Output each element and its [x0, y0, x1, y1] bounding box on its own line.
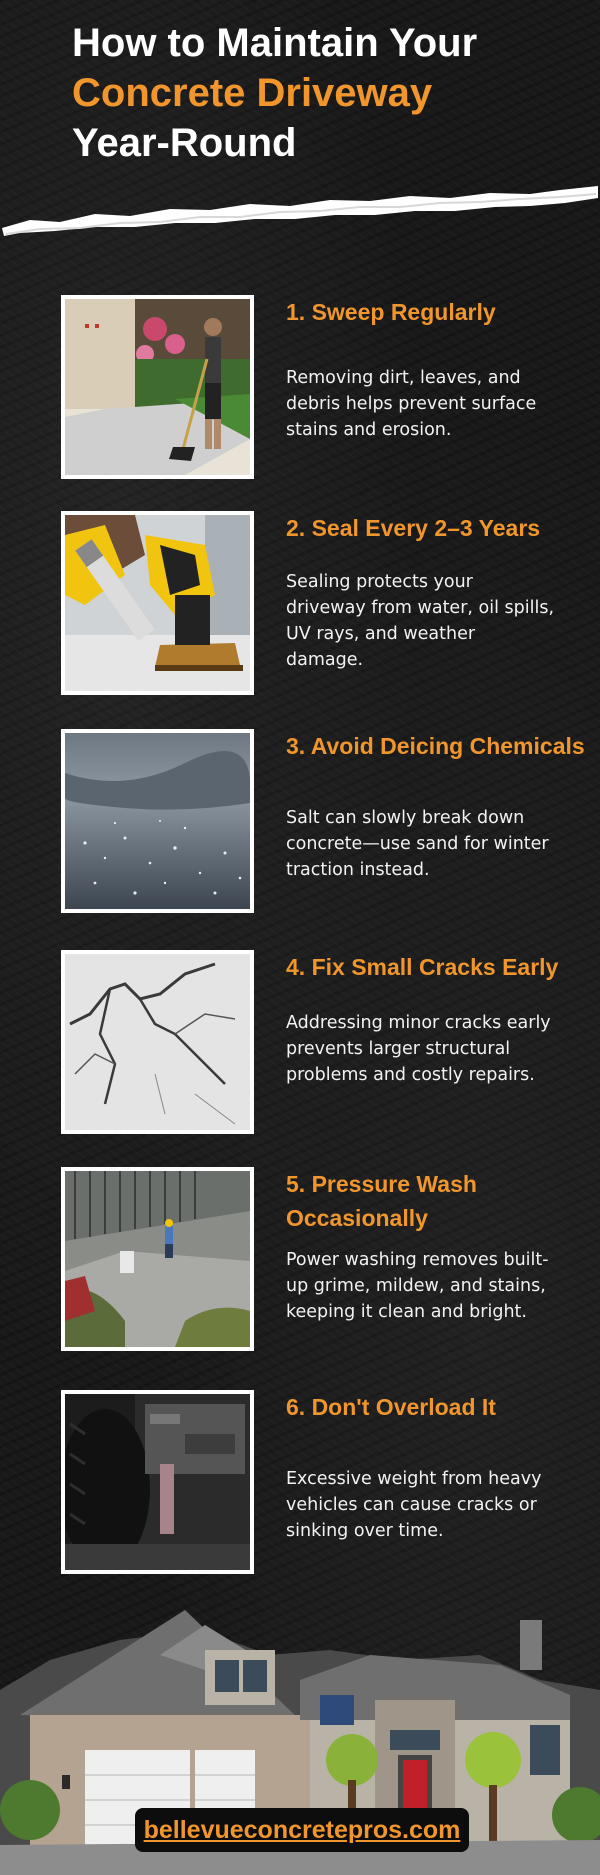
- salted-concrete-surface-photo: [65, 733, 250, 909]
- step-3-title: 3. Avoid Deicing Chemicals: [286, 733, 585, 759]
- website-link[interactable]: bellevueconcretepros.com: [143, 1816, 461, 1844]
- step-6-photo: [61, 1390, 254, 1574]
- title-line-3: Year-Round: [72, 121, 297, 165]
- step-4-title: 4. Fix Small Cracks Early: [286, 954, 559, 980]
- step-2-photo: [61, 511, 254, 695]
- step-4-photo: [61, 950, 254, 1134]
- step-4: [0, 950, 600, 1136]
- man-sweeping-driveway-photo: [65, 299, 250, 475]
- step-5: [0, 1167, 600, 1353]
- step-5-title: 5. Pressure Wash Occasionally: [286, 1171, 477, 1231]
- title-line-1: How to Maintain Your: [72, 21, 478, 65]
- step-6-description: Excessive weight from heavy vehicles can cause cracks or sinking over time.: [286, 1469, 542, 1541]
- cracked-concrete-photo: [65, 954, 250, 1130]
- step-4-description: Addressing minor cracks early prevents larger structural problems and costly repairs.: [286, 1013, 551, 1085]
- heavy-vehicle-wheel-photo: [65, 1394, 250, 1570]
- pressure-washing-photo: [65, 1171, 250, 1347]
- step-5-description: Power washing removes built-up grime, mildew, and stains, keeping it clean and bright.: [286, 1250, 549, 1322]
- page-title: [72, 18, 592, 168]
- step-6: [0, 1390, 600, 1576]
- step-2: [0, 511, 600, 697]
- step-1-description: Removing dirt, leaves, and debris helps prevent surface stains and erosion.: [286, 368, 537, 440]
- step-1-photo: [61, 295, 254, 479]
- step-5-photo: [61, 1167, 254, 1351]
- step-1-title: 1. Sweep Regularly: [286, 299, 496, 325]
- title-line-2: Concrete Driveway: [72, 71, 433, 115]
- caulk-gun-sealing-photo: [65, 515, 250, 691]
- website-badge[interactable]: [135, 1808, 469, 1852]
- step-2-title: 2. Seal Every 2–3 Years: [286, 515, 541, 541]
- step-3: [0, 729, 600, 915]
- step-6-title: 6. Don't Overload It: [286, 1394, 496, 1420]
- step-2-description: Sealing protects your driveway from water, oil spills, UV rays, and weather damage.: [286, 572, 555, 670]
- step-1: [0, 295, 600, 481]
- brush-stroke-divider: [0, 176, 600, 242]
- step-3-description: Salt can slowly break down concrete—use sand for winter traction instead.: [286, 808, 549, 880]
- step-3-photo: [61, 729, 254, 913]
